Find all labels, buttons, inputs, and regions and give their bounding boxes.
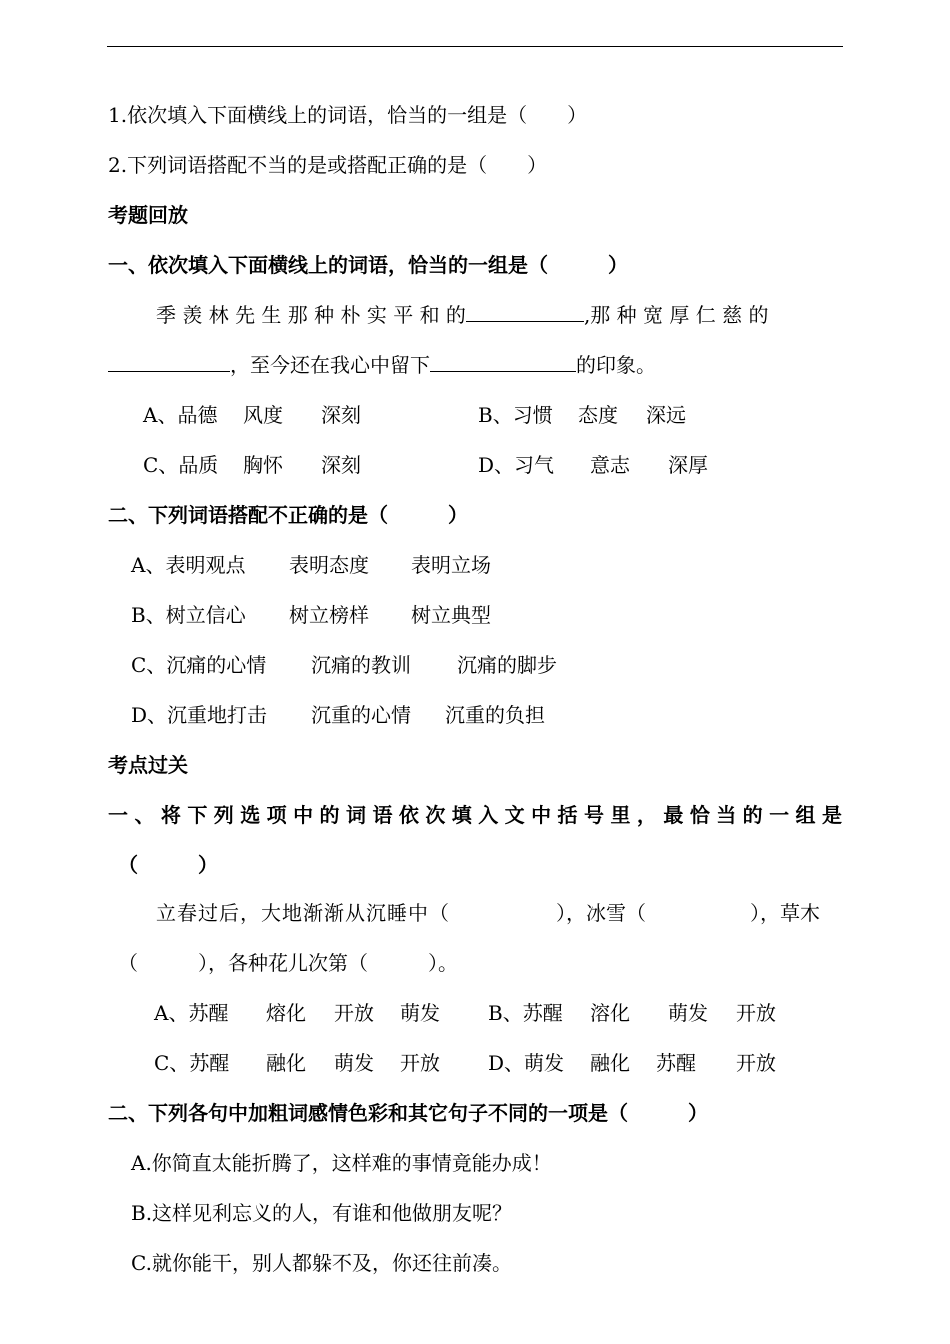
practice-q1-title-cont: （ ）	[118, 853, 218, 877]
passage-text-c: ，至今还在我心中留下	[230, 353, 430, 377]
passage-text-a: 季 羡 林 先 生 那 种 朴 实 平 和 的	[156, 303, 466, 327]
practice-q2-option-b: B.这样见利忘义的人，有谁和他做朋友呢？	[131, 1201, 513, 1225]
fill-blank-2	[108, 353, 230, 372]
header-rule	[107, 46, 843, 47]
practice-q1-passage-line2: （ ），各种花儿次第（ ）。	[118, 951, 458, 975]
review-q1-option-a: A、品德 风度 深刻	[143, 403, 361, 427]
review-q1-title: 一、依次填入下面横线上的词语，恰当的一组是（ ）	[108, 253, 628, 277]
practice-q2-title: 二、下列各句中加粗词感情色彩和其它句子不同的一项是（ ）	[108, 1101, 708, 1125]
review-q1-option-d: D、习气 意志 深厚	[478, 453, 708, 477]
practice-q1-passage-line1: 立春过后，大地渐渐从沉睡中（ ），冰雪（ ），草木	[156, 901, 820, 925]
passage-text-d: 的印象。	[576, 353, 656, 377]
review-q1-passage-line1	[156, 302, 768, 328]
practice-q1-option-c: C、苏醒 融化 萌发 开放	[154, 1051, 440, 1075]
fill-blank-3	[430, 353, 576, 372]
practice-q1-title: 一、将下列选项中的词语依次填入文中括号里，最恰当的一组是	[108, 803, 842, 827]
practice-q1-option-a: A、苏醒 熔化 开放 萌发	[154, 1001, 440, 1025]
practice-heading: 考点过关	[108, 753, 188, 777]
intro-question-2: 2.下列词语搭配不当的是或搭配正确的是（ ）	[108, 153, 548, 177]
review-q1-option-c: C、品质 胸怀 深刻	[143, 453, 361, 477]
review-q1-passage-line2	[108, 352, 656, 378]
practice-q2-option-c: C.就你能干，别人都躲不及，你还往前凑。	[131, 1251, 512, 1275]
review-q2-option-a: A、表明观点 表明态度 表明立场	[131, 553, 491, 577]
review-heading: 考题回放	[108, 203, 188, 227]
practice-q2-option-a: A.你简直太能折腾了，这样难的事情竟能办成！	[131, 1151, 552, 1175]
review-q1-option-b: B、习惯 态度 深远	[478, 403, 686, 427]
review-q2-title: 二、下列词语搭配不正确的是（ ）	[108, 503, 468, 527]
review-q2-option-c: C、沉痛的心情 沉痛的教训 沉痛的脚步	[131, 653, 557, 677]
review-q2-option-d: D、沉重地打击 沉重的心情 沉重的负担	[131, 703, 545, 727]
practice-q1-option-d: D、萌发 融化 苏醒 开放	[488, 1051, 776, 1075]
practice-q1-option-b: B、苏醒 溶化 萌发 开放	[488, 1001, 776, 1025]
fill-blank-1	[466, 303, 584, 322]
review-q2-option-b: B、树立信心 树立榜样 树立典型	[131, 603, 491, 627]
passage-text-b: ,那 种 宽 厚 仁 慈 的	[583, 303, 769, 327]
intro-question-1: 1.依次填入下面横线上的词语，恰当的一组是（ ）	[108, 103, 588, 127]
